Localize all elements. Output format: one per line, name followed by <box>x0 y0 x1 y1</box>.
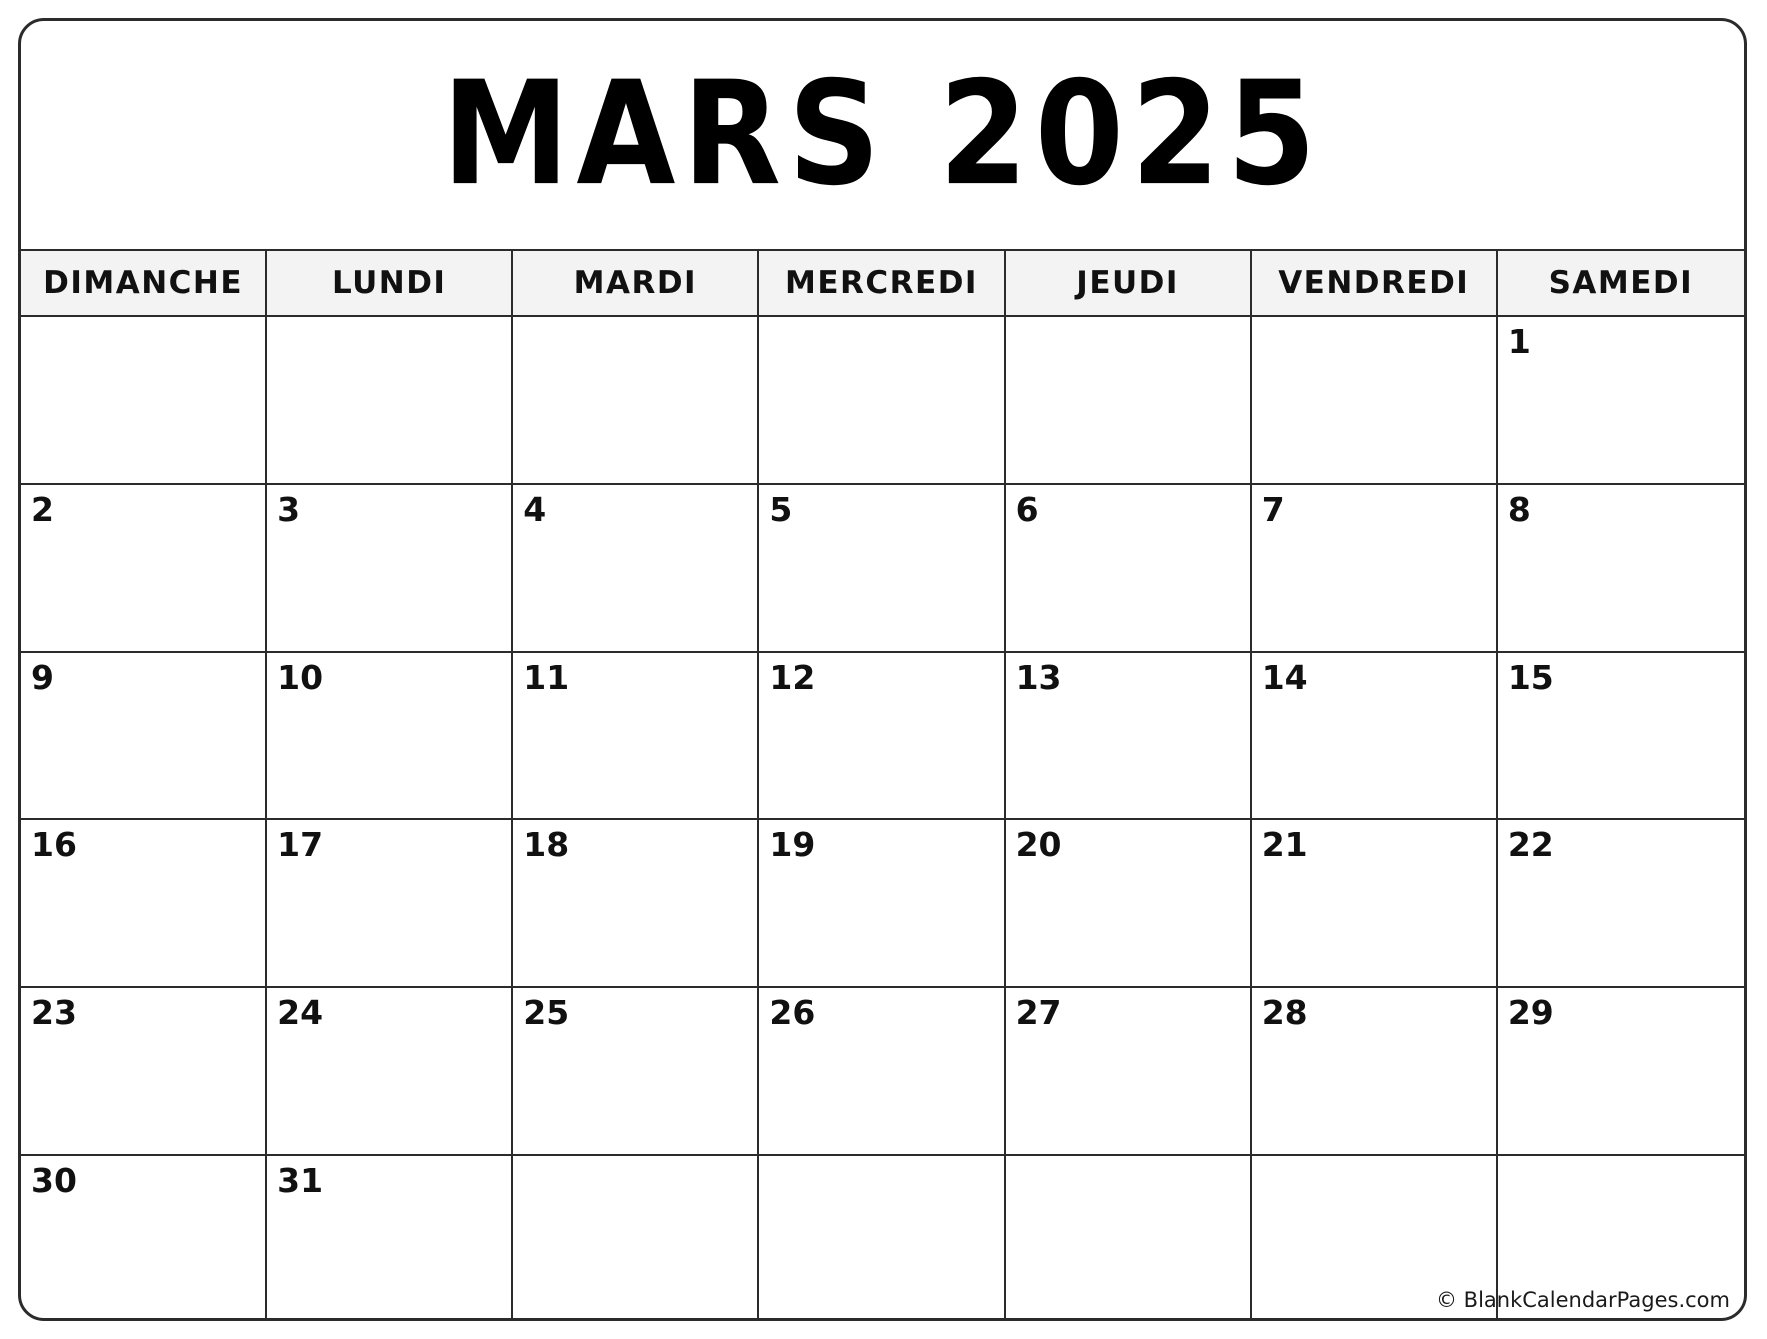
weekday-label: JEUDI <box>1076 265 1179 301</box>
weekday-label: SAMEDI <box>1548 265 1694 301</box>
day-cell[interactable] <box>759 653 1005 819</box>
weekday-header-thursday <box>1006 251 1252 315</box>
day-cell[interactable] <box>1006 1156 1252 1321</box>
weekday-header-row <box>21 249 1744 317</box>
day-cell[interactable] <box>21 317 267 483</box>
day-cell[interactable] <box>1006 653 1252 819</box>
day-number: 10 <box>277 657 324 697</box>
day-number: 18 <box>523 825 570 865</box>
day-number: 16 <box>31 825 77 865</box>
day-cell[interactable] <box>1252 988 1498 1154</box>
weekday-label: MERCREDI <box>785 265 978 301</box>
calendar-week-row <box>21 820 1744 988</box>
day-number: 20 <box>1015 825 1062 865</box>
day-number: 17 <box>277 825 324 865</box>
day-cell[interactable] <box>513 820 759 986</box>
day-number: 21 <box>1261 825 1308 865</box>
calendar-week-row <box>21 317 1744 485</box>
day-cell[interactable] <box>1006 988 1252 1154</box>
day-number: 3 <box>277 489 301 529</box>
day-cell[interactable] <box>759 1156 1005 1321</box>
day-cell[interactable] <box>21 988 267 1154</box>
day-cell[interactable] <box>1006 820 1252 986</box>
day-cell[interactable] <box>1498 820 1744 986</box>
day-cell[interactable] <box>759 820 1005 986</box>
day-cell[interactable] <box>759 485 1005 651</box>
day-number: 26 <box>769 993 816 1033</box>
calendar-week-row <box>21 988 1744 1156</box>
day-cell[interactable] <box>1252 653 1498 819</box>
weekday-label: LUNDI <box>331 265 447 301</box>
day-cell[interactable] <box>1252 820 1498 986</box>
day-cell[interactable] <box>1498 317 1744 483</box>
day-cell[interactable] <box>267 653 513 819</box>
day-cell[interactable] <box>1252 317 1498 483</box>
day-number: 30 <box>31 1161 77 1201</box>
day-cell[interactable] <box>267 317 513 483</box>
day-cell[interactable] <box>267 820 513 986</box>
day-cell[interactable] <box>1498 653 1744 819</box>
footer-credit: © BlankCalendarPages.com <box>1436 1288 1730 1312</box>
day-cell[interactable] <box>21 485 267 651</box>
day-number: 14 <box>1261 657 1308 697</box>
day-cell[interactable] <box>1498 485 1744 651</box>
day-cell[interactable] <box>513 317 759 483</box>
day-cell[interactable] <box>1252 485 1498 651</box>
day-cell[interactable] <box>267 988 513 1154</box>
calendar-week-row <box>21 485 1744 653</box>
day-cell[interactable] <box>513 1156 759 1321</box>
day-cell[interactable] <box>267 1156 513 1321</box>
day-cell[interactable] <box>267 485 513 651</box>
day-cell[interactable] <box>759 988 1005 1154</box>
day-cell[interactable] <box>759 317 1005 483</box>
calendar-frame <box>18 18 1747 1321</box>
day-number: 2 <box>31 489 54 529</box>
weekday-header-friday <box>1252 251 1498 315</box>
day-number: 31 <box>277 1161 324 1201</box>
day-number: 25 <box>523 993 570 1033</box>
weekday-header-sunday <box>21 251 267 315</box>
day-cell[interactable] <box>21 820 267 986</box>
weekday-header-wednesday <box>759 251 1005 315</box>
day-number: 5 <box>769 489 793 529</box>
day-number: 22 <box>1507 825 1554 865</box>
day-cell[interactable] <box>1006 485 1252 651</box>
weekday-label: MARDI <box>573 265 698 301</box>
day-number: 7 <box>1261 489 1285 529</box>
day-number: 19 <box>769 825 816 865</box>
weekday-header-monday <box>267 251 513 315</box>
day-cell[interactable] <box>513 653 759 819</box>
day-cell[interactable] <box>21 1156 267 1321</box>
day-number: 15 <box>1507 657 1554 697</box>
day-number: 28 <box>1261 993 1308 1033</box>
day-number: 11 <box>523 657 570 697</box>
day-number: 1 <box>1507 322 1531 361</box>
day-cell[interactable] <box>1006 317 1252 483</box>
day-cell[interactable] <box>513 485 759 651</box>
weekday-label: DIMANCHE <box>43 265 244 301</box>
day-number: 29 <box>1507 993 1554 1033</box>
weekday-label: VENDREDI <box>1278 265 1470 301</box>
weekday-header-tuesday <box>513 251 759 315</box>
weekday-header-saturday <box>1498 251 1744 315</box>
day-cell[interactable] <box>1498 988 1744 1154</box>
day-number: 9 <box>31 657 54 697</box>
day-number: 24 <box>277 993 324 1033</box>
day-number: 8 <box>1507 489 1531 529</box>
day-cell[interactable] <box>21 653 267 819</box>
day-number: 23 <box>31 993 77 1033</box>
day-number: 12 <box>769 657 816 697</box>
day-number: 13 <box>1015 657 1062 697</box>
calendar-week-row <box>21 653 1744 821</box>
calendar-title-bar <box>21 21 1744 249</box>
day-number: 27 <box>1015 993 1062 1033</box>
day-cell[interactable] <box>513 988 759 1154</box>
page-title: MARS 2025 <box>442 51 1323 218</box>
day-number: 4 <box>523 489 547 529</box>
calendar-grid <box>21 317 1744 1321</box>
day-number: 6 <box>1015 489 1039 529</box>
